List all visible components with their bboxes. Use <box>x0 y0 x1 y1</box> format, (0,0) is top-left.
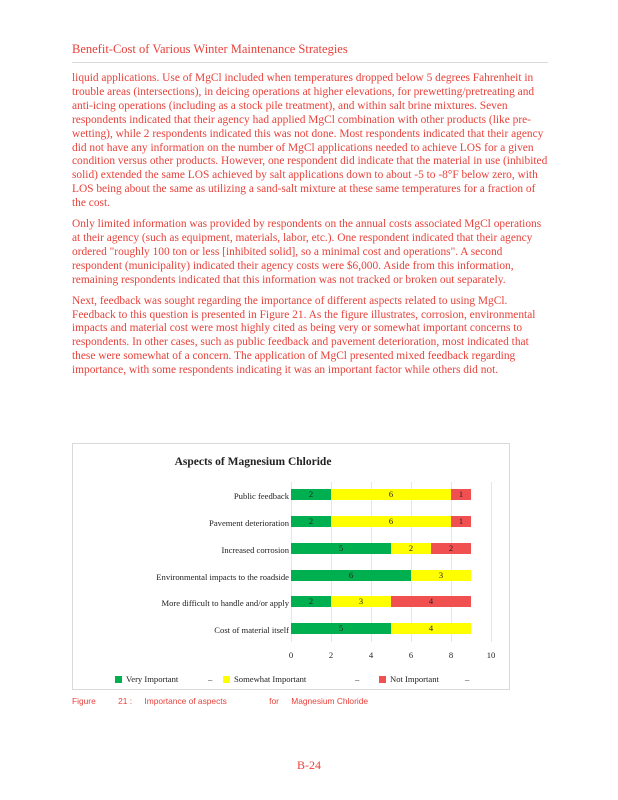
category-label-cost-of-material: Cost of material itself <box>214 625 289 635</box>
category-label-environmental-impacts: Environmental impacts to the roadside <box>156 572 289 582</box>
category-label-increased-corrosion: Increased corrosion <box>221 545 289 555</box>
caption-label: Figure <box>72 696 96 706</box>
figure-caption <box>72 696 378 706</box>
chart-title: Aspects of Magnesium Chloride <box>174 456 332 468</box>
bar-very-important: 2 <box>291 516 331 527</box>
header-title: Benefit-Cost of Various Winter Maintenance Strategies <box>72 42 348 56</box>
legend-somewhat-important <box>223 674 306 684</box>
paragraph-2: Only limited information was provided by respondents on the annual costs associated MgCl operations at their agency (such as equipment, materials, labor, etc.). One respondent indicated that their agency ordered "roughly 100 ton or less [inhibited solid], so a minimal cost and operations". A second respondent (municipality) indicated their agency costs were $6,000. Aside from this information, remaining respondents indicated that this information was not tracked or broken out separately. <box>72 218 542 286</box>
bar-not-important: 2 <box>431 543 471 554</box>
bar-somewhat-important: 4 <box>391 623 471 634</box>
legend-label: Somewhat Important <box>234 674 307 684</box>
grid-line <box>451 482 452 642</box>
bar-very-important: 5 <box>291 623 391 634</box>
chart-figure-21 <box>72 443 510 690</box>
category-label-difficult-to-handle: More difficult to handle and/or apply <box>161 598 289 608</box>
running-header <box>72 42 548 63</box>
legend-dash: – <box>355 674 360 684</box>
bar-very-important: 6 <box>291 570 411 581</box>
x-tick-label: 2 <box>328 650 334 660</box>
bar-somewhat-important: 2 <box>391 543 431 554</box>
legend-very-important <box>115 674 178 684</box>
grid-line <box>491 482 492 642</box>
legend-label: Very Important <box>126 674 179 684</box>
x-tick-label: 8 <box>448 650 454 660</box>
caption-text-c: Magnesium Chloride <box>291 696 369 706</box>
x-tick-label: 4 <box>368 650 374 660</box>
caption-number: 21 : <box>118 696 133 706</box>
grid-line <box>331 482 332 642</box>
bar-somewhat-important: 6 <box>331 489 451 500</box>
x-tick-label: 6 <box>408 650 414 660</box>
caption-text-a: Importance of aspects <box>144 696 227 706</box>
body-text <box>72 72 552 385</box>
legend-not-important <box>379 674 439 684</box>
legend-swatch-red <box>379 676 386 683</box>
bar-very-important: 5 <box>291 543 391 554</box>
bar-somewhat-important: 6 <box>331 516 451 527</box>
x-tick-label: 10 <box>486 650 496 660</box>
caption-text-b: for <box>269 696 279 706</box>
paragraph-1: liquid applications. Use of MgCl included when temperatures dropped below 5 degrees Fahrenheit in trouble areas (intersections), in deicing operations at higher elevations, for prewetting/pretreating and anti-icing operations (including as a stock pile treatment), and within salt brine mixtures. Seven respondents indicated that their agency had applied MgCl combination with other products (like pre-wetting), while 2 respondents indicated this was not done. Most respondents indicated that their agency did not have any information on the number of MgCl applications needed to achieve LOS for a given condition versus other products. However, one respondent did indicate that the material in use (inhibited solid) extended the same LOS achieved by salt applications down to about -5 to -8°F below zero, with LOS being about the same as utilizing a sand-salt mixture at these same temperatures for a fraction of the cost. <box>72 72 548 210</box>
grid-line <box>291 482 292 642</box>
legend-dash: – <box>208 674 213 684</box>
bar-very-important: 2 <box>291 489 331 500</box>
legend-label: Not Important <box>390 674 439 684</box>
bar-somewhat-important: 3 <box>411 570 471 581</box>
page-number: B-24 <box>297 758 321 772</box>
bar-somewhat-important: 3 <box>331 596 391 607</box>
x-tick-label: 0 <box>288 650 294 660</box>
legend-dash: – <box>465 674 470 684</box>
grid-line <box>411 482 412 642</box>
grid-line <box>371 482 372 642</box>
bar-not-important: 1 <box>451 516 471 527</box>
paragraph-3: Next, feedback was sought regarding the importance of different aspects related to using MgCl. Feedback to this question is presented in Figure 21. As the figure illustrates, corrosion, environmental impacts and material cost were most highly cited as being very or somewhat important concerns to respondents. In other cases, such as public feedback and pavement deterioration, most indicated that these were somewhat of a concern. The application of MgCl presented mixed feedback regarding importance, with some respondents indicating it was an important factor while others did not. <box>72 294 536 377</box>
bar-not-important: 4 <box>391 596 471 607</box>
bar-not-important: 1 <box>451 489 471 500</box>
category-label-pavement-deterioration: Pavement deterioration <box>209 518 289 528</box>
category-label-public-feedback: Public feedback <box>233 491 289 501</box>
bar-very-important: 2 <box>291 596 331 607</box>
legend-swatch-yellow <box>223 676 230 683</box>
legend-swatch-green <box>115 676 122 683</box>
